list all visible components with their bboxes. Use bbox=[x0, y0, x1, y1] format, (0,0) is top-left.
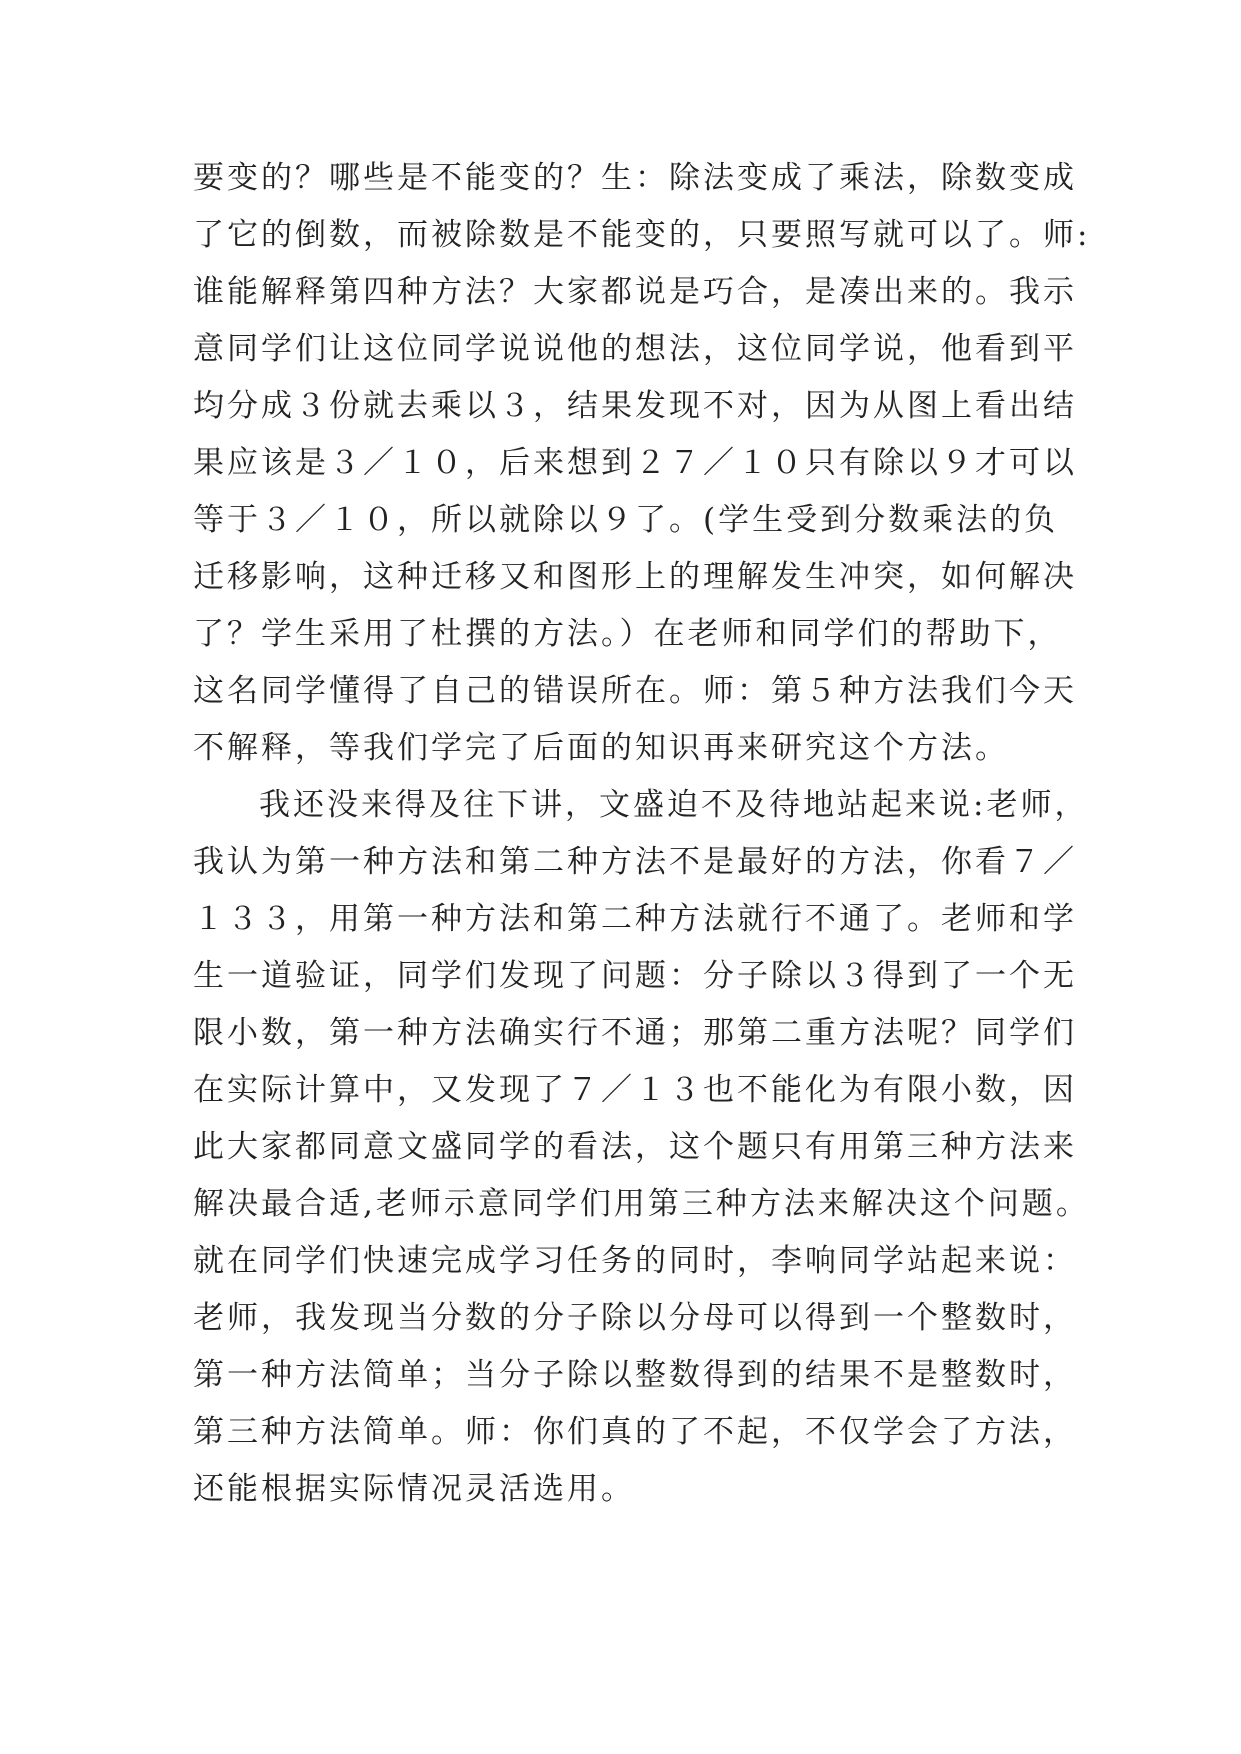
text-line: 等于３／１０，所以就除以９了。(学生受到分数乘法的负 bbox=[193, 502, 1059, 538]
text-line: 解决最合适,老师示意同学们用第三种方法来解决这个问题。 bbox=[193, 1186, 1090, 1222]
text-line: 了？学生采用了杜撰的方法。）在老师和同学们的帮助下， bbox=[193, 616, 1062, 652]
text-line: 限小数，第一种方法确实行不通；那第二重方法呢？同学们 bbox=[193, 1015, 1077, 1051]
text-line: 还能根据实际情况灵活选用。 bbox=[193, 1471, 635, 1507]
text-line: 均分成３份就去乘以３，结果发现不对，因为从图上看出结 bbox=[193, 388, 1077, 424]
text-line: 在实际计算中，又发现了７／１３也不能化为有限小数，因 bbox=[193, 1072, 1077, 1108]
paragraph-first-line: 我还没来得及往下讲，文盛迫不及待地站起来说:老师， bbox=[259, 787, 1089, 823]
text-line: 迁移影响，这种迁移又和图形上的理解发生冲突，如何解决 bbox=[193, 559, 1077, 595]
text-line: 此大家都同意文盛同学的看法，这个题只有用第三种方法来 bbox=[193, 1129, 1077, 1165]
text-line: 要变的？哪些是不能变的？生：除法变成了乘法，除数变成 bbox=[193, 160, 1077, 196]
text-line: 谁能解释第四种方法？大家都说是巧合，是凑出来的。我示 bbox=[193, 274, 1077, 310]
text-line: 就在同学们快速完成学习任务的同时，李响同学站起来说： bbox=[193, 1243, 1077, 1279]
text-line: 第三种方法简单。师：你们真的了不起，不仅学会了方法， bbox=[193, 1414, 1077, 1450]
text-line: 第一种方法简单；当分子除以整数得到的结果不是整数时， bbox=[193, 1357, 1077, 1393]
text-line: 生一道验证，同学们发现了问题：分子除以３得到了一个无 bbox=[193, 958, 1077, 994]
text-line: 不解释，等我们学完了后面的知识再来研究这个方法。 bbox=[193, 730, 1009, 766]
text-line: 果应该是３／１０，后来想到２７／１０只有除以９才可以 bbox=[193, 445, 1077, 481]
text-line: 了它的倒数，而被除数是不能变的，只要照写就可以了。师: bbox=[193, 217, 1091, 253]
text-line: 意同学们让这位同学说说他的想法，这位同学说，他看到平 bbox=[193, 331, 1077, 367]
text-line: 我认为第一种方法和第二种方法不是最好的方法，你看７／ bbox=[193, 844, 1077, 880]
text-line: １３３，用第一种方法和第二种方法就行不通了。老师和学 bbox=[193, 901, 1077, 937]
text-line: 老师，我发现当分数的分子除以分母可以得到一个整数时， bbox=[193, 1300, 1077, 1336]
text-line: 这名同学懂得了自己的错误所在。师：第５种方法我们今天 bbox=[193, 673, 1077, 709]
